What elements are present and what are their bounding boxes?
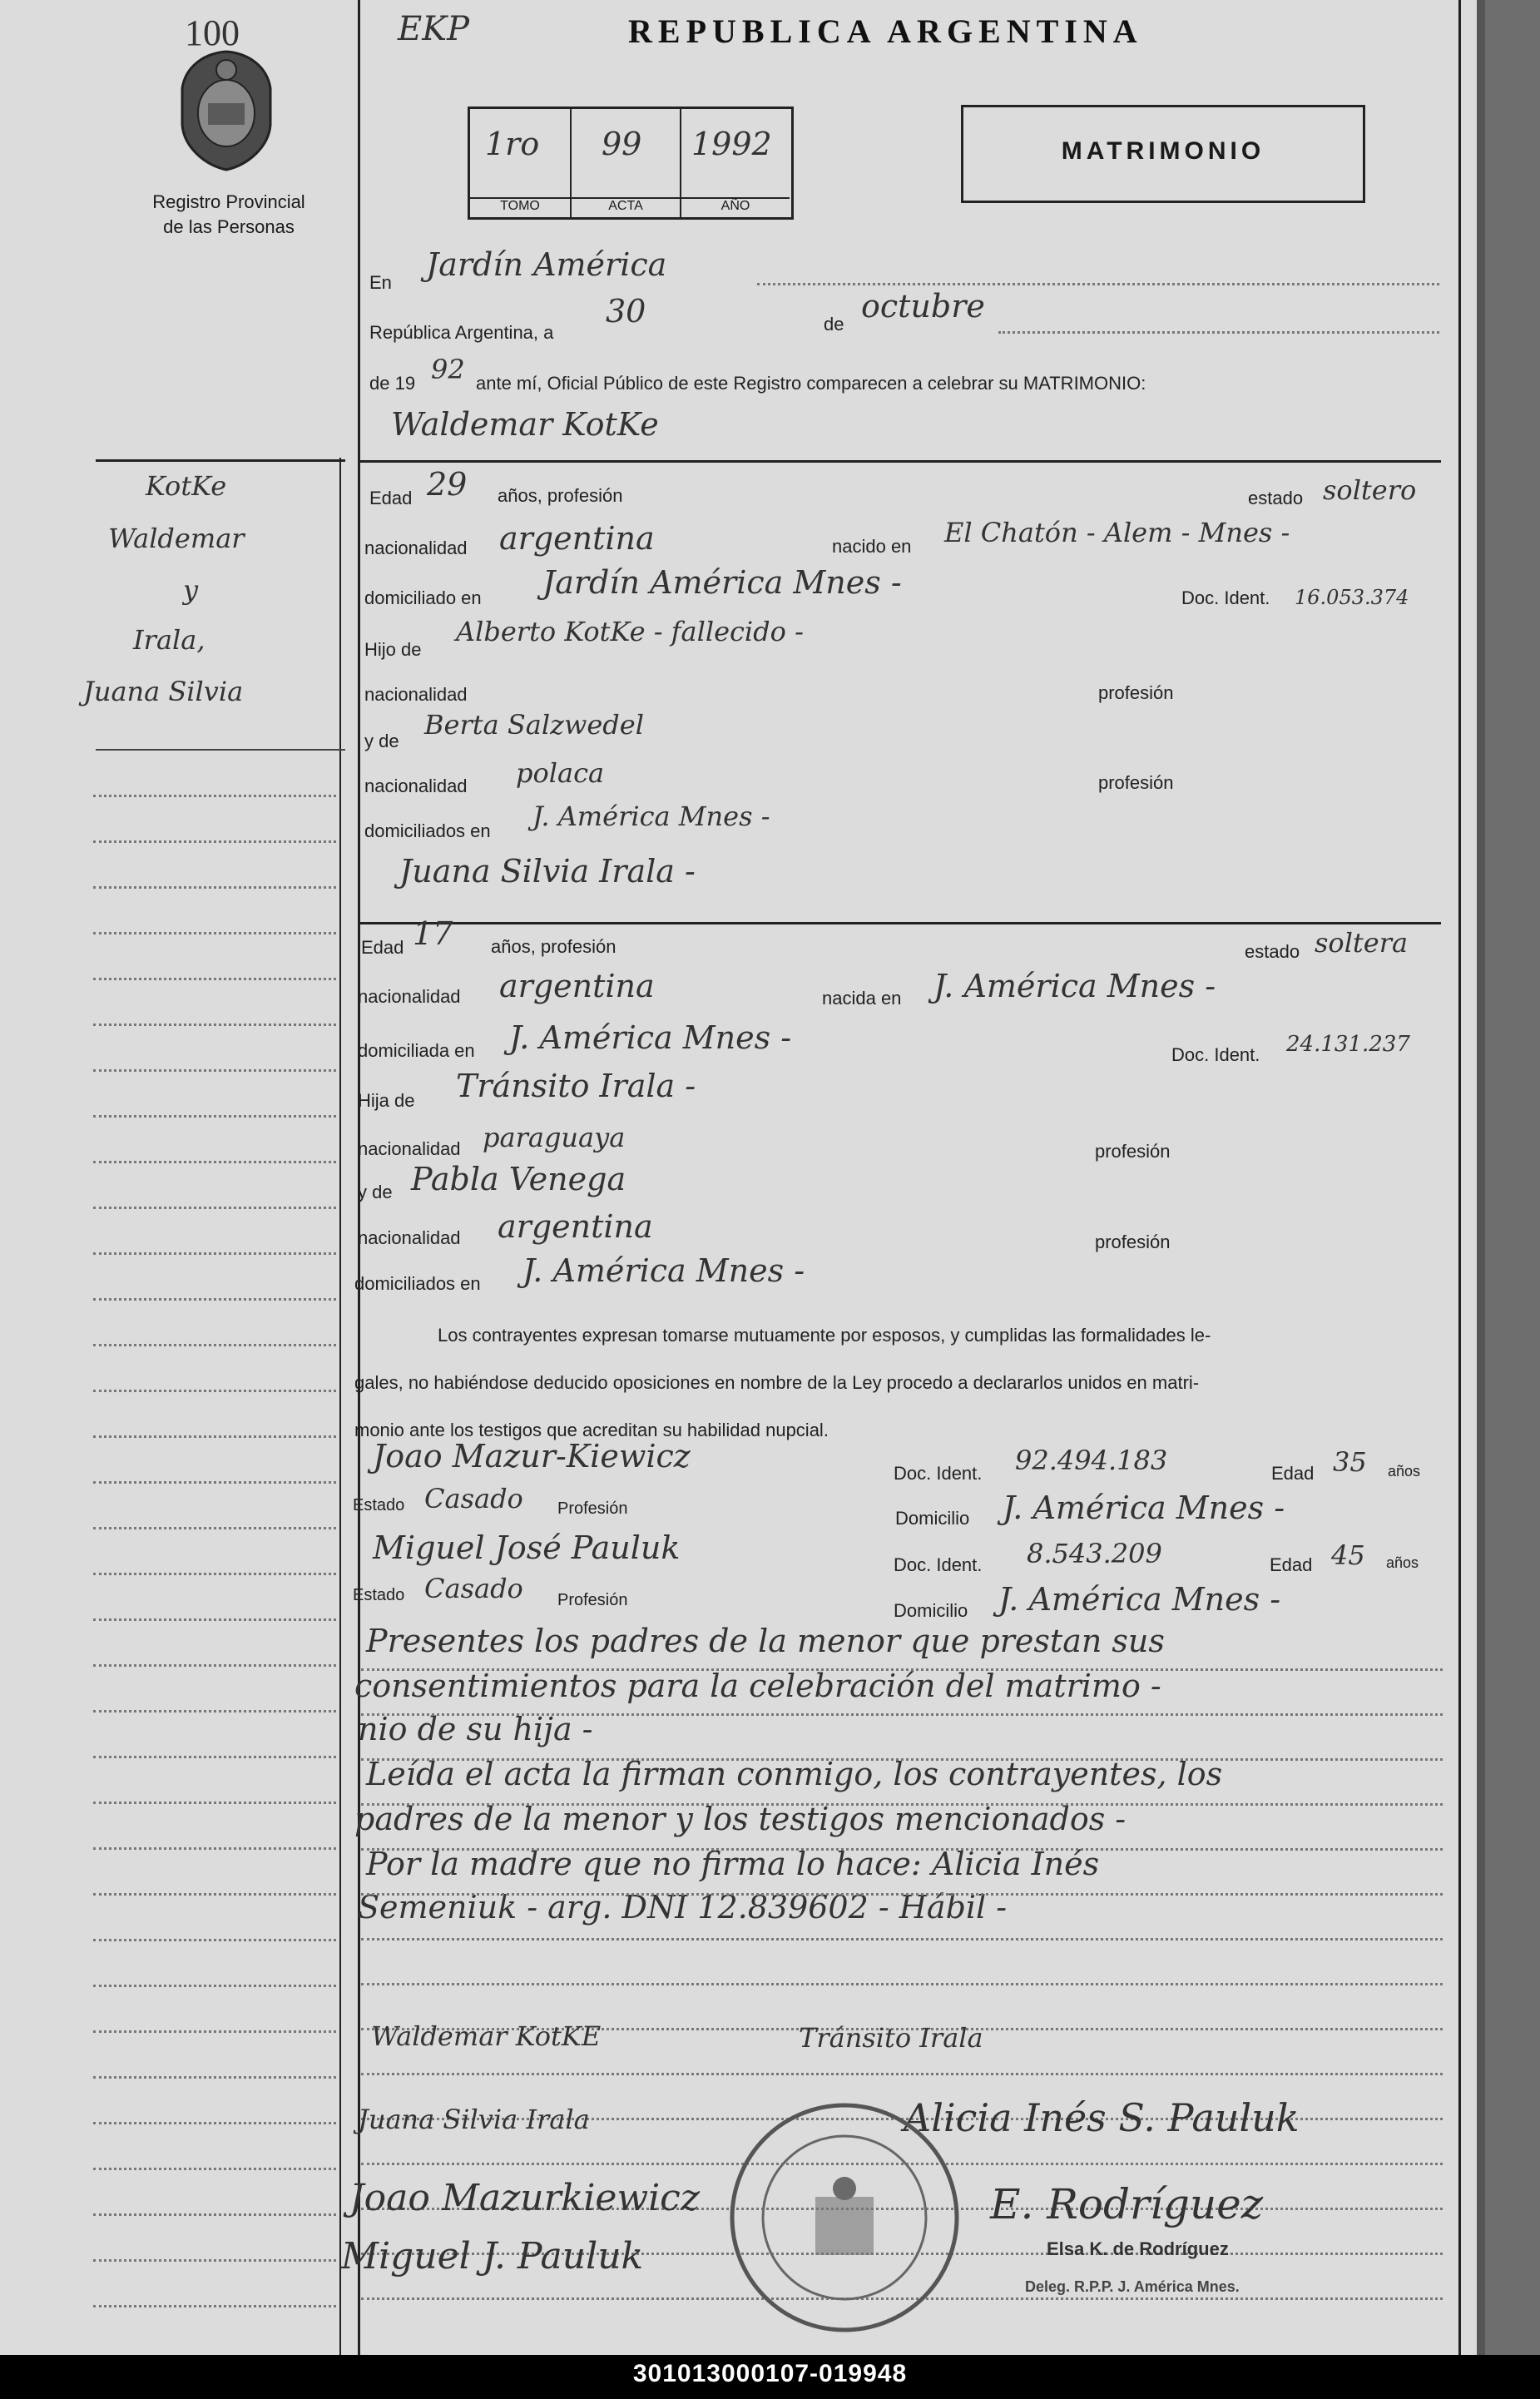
tomo-value: 1ro	[485, 126, 540, 162]
body-dotted-line	[361, 1758, 1443, 1761]
signature-groom: Waldemar KotKE	[371, 2020, 602, 2052]
witness-1-age: 35	[1333, 1446, 1367, 1478]
groom-and-of-label: y de	[364, 731, 399, 751]
margin-dotted-line	[93, 886, 336, 889]
groom-nationality: argentina	[499, 520, 655, 557]
groom-id-label: Doc. Ident.	[1181, 587, 1270, 608]
doc-type-box	[961, 105, 1365, 203]
declaration-line-3: monio ante los testigos que acreditan su habilidad nupcial.	[354, 1420, 829, 1440]
groom-birthplace-label: nacido en	[832, 536, 912, 557]
margin-dotted-line	[93, 1344, 336, 1346]
groom-father-profession-label: profesión	[1098, 682, 1174, 703]
ano-label: AÑO	[681, 197, 790, 214]
bride-father-profession-label: profesión	[1095, 1141, 1171, 1162]
note-line-7: Semeniuk - arg. DNI 12.839602 - Hábil -	[358, 1889, 1008, 1926]
margin-dotted-line	[93, 932, 336, 934]
note-line-1: Presentes los padres de la menor que prestan sus	[366, 1623, 1165, 1659]
witness-1-profession-label: Profesión	[557, 1499, 628, 1518]
bride-address: J. América Mnes -	[509, 1019, 792, 1056]
groom-birthplace: El Chatón - Alem - Mnes -	[944, 517, 1290, 548]
witness-1-status-label: Estado	[353, 1496, 405, 1514]
margin-top-rule	[96, 459, 345, 462]
groom-son-of-label: Hijo de	[364, 639, 422, 660]
margin-dotted-line	[93, 1115, 336, 1118]
note-line-2: consentimientos para la celebración del matrimo -	[354, 1668, 1161, 1704]
witness-1-id-label: Doc. Ident.	[894, 1463, 983, 1484]
bride-status: soltera	[1315, 927, 1409, 959]
witness-2-id-label: Doc. Ident.	[894, 1554, 983, 1575]
signature-bride-father: Tránsito Irala	[799, 2022, 983, 2054]
groom-age: 29	[427, 466, 468, 503]
groom-id: 16.053.374	[1295, 586, 1409, 609]
book-binding	[1477, 0, 1540, 2355]
signature-witness-1: Joao Mazurkiewicz	[349, 2177, 701, 2219]
bride-mother-profession-label: profesión	[1095, 1232, 1171, 1252]
republica-label: República Argentina, a	[369, 322, 554, 343]
body-dotted-line	[361, 1938, 1443, 1941]
margin-dotted-line	[93, 1985, 336, 1987]
doc-type-label: MATRIMONIO	[1061, 137, 1265, 165]
margin-dotted-line	[93, 1298, 336, 1301]
column-divider	[358, 0, 360, 2355]
en-label: En	[369, 272, 392, 293]
image-code: 301013000107-019948	[632, 2360, 908, 2387]
witness-2-age: 45	[1331, 1539, 1365, 1571]
right-border	[1458, 0, 1461, 2355]
margin-name-1: KotKe	[146, 470, 227, 502]
groom-status: soltero	[1323, 474, 1417, 506]
margin-dotted-line	[93, 2030, 336, 2033]
signature-bride: Juana Silvia Irala	[358, 2104, 590, 2135]
margin-dotted-line	[93, 1207, 336, 1209]
declaration-text	[354, 1311, 1436, 1454]
margin-dotted-line	[93, 978, 336, 980]
witness-1-address-label: Domicilio	[895, 1508, 970, 1529]
margin-dotted-line	[93, 2122, 336, 2124]
witness-2-name: Miguel José Pauluk	[373, 1529, 681, 1566]
groom-mother: Berta Salzwedel	[424, 709, 644, 741]
witness-2-profession-label: Profesión	[557, 1591, 628, 1609]
note-line-6: Por la madre que no firma lo hace: Alicia Inés	[366, 1846, 1100, 1882]
bride-age-label: Edad	[361, 937, 404, 958]
groom-mother-nationality-label: nacionalidad	[364, 776, 468, 796]
de-label: de	[824, 314, 844, 335]
margin-name-3: y	[183, 574, 199, 606]
signature-witness-2: Miguel J. Pauluk	[341, 2235, 644, 2278]
margin-dotted-line	[93, 2213, 336, 2216]
groom-mother-profession-label: profesión	[1098, 772, 1174, 793]
witness-2-address: J. América Mnes -	[998, 1581, 1281, 1618]
bride-status-label: estado	[1245, 941, 1300, 962]
margin-dotted-line	[93, 1893, 336, 1896]
groom-father-nationality-label: nacionalidad	[364, 684, 468, 705]
bride-address-label: domiciliada en	[358, 1040, 475, 1061]
page-number: 100	[185, 12, 240, 53]
bride-father-nationality-label: nacionalidad	[358, 1138, 461, 1159]
groom-profession-label: años, profesión	[498, 485, 623, 506]
groom-address: Jardín América Mnes -	[542, 564, 902, 601]
margin-dotted-line	[93, 1802, 336, 1804]
bride-id-label: Doc. Ident.	[1171, 1044, 1260, 1065]
bride-birthplace-label: nacida en	[822, 988, 902, 1009]
witness-1-status: Casado	[424, 1483, 523, 1514]
margin-dotted-line	[93, 1710, 336, 1713]
body-dotted-line	[361, 1668, 1443, 1671]
body-dotted-line	[361, 1893, 1443, 1896]
margin-dotted-line	[93, 2305, 336, 2307]
ano-cell	[681, 109, 790, 217]
appearance-statement: ante mí, Oficial Público de este Registro comparecen a celebrar su MATRIMONIO:	[476, 373, 1146, 394]
note-line-4: Leída el acta la firman conmigo, los contrayentes, los	[366, 1756, 1223, 1792]
place-value: Jardín América	[426, 246, 667, 283]
year-suffix: 92	[431, 354, 465, 385]
witness-1-id: 92.494.183	[1015, 1445, 1168, 1476]
body-dotted-line	[361, 2073, 1443, 2075]
date-line	[998, 331, 1439, 334]
margin-dotted-line	[93, 1618, 336, 1621]
groom-name: Waldemar KotKe	[391, 406, 659, 443]
groom-parents-address: J. América Mnes -	[532, 800, 770, 832]
official-seal-icon	[724, 2097, 965, 2338]
margin-dotted-line	[93, 1024, 336, 1026]
witness-2-years-label: años	[1386, 1554, 1419, 1571]
signature-mother-proxy: Alicia Inés S. Pauluk	[904, 2095, 1300, 2140]
bride-id: 24.131.237	[1286, 1032, 1410, 1057]
margin-dotted-line	[93, 1847, 336, 1850]
day-value: 30	[606, 293, 646, 330]
margin-dotted-line	[93, 1527, 336, 1529]
groom-father: Alberto KotKe - fallecido -	[456, 616, 804, 647]
bride-father: Tránsito Irala -	[456, 1068, 696, 1104]
groom-address-label: domiciliado en	[364, 587, 482, 608]
margin-dotted-line	[93, 1939, 336, 1941]
bride-mother-nationality: argentina	[498, 1208, 653, 1245]
bride-parents-address: J. América Mnes -	[522, 1252, 805, 1289]
bride-profession-label: años, profesión	[491, 936, 616, 957]
tomo-label: TOMO	[470, 197, 570, 214]
witness-2-status: Casado	[424, 1573, 523, 1604]
groom-nationality-label: nacionalidad	[364, 538, 468, 558]
witness-1-years-label: años	[1388, 1463, 1421, 1480]
witness-2-age-label: Edad	[1270, 1554, 1313, 1575]
bride-father-nationality: paraguaya	[483, 1122, 626, 1153]
acta-cell	[572, 109, 681, 217]
binding-shadow	[1477, 0, 1485, 2355]
bride-name: Juana Silvia Irala -	[399, 853, 696, 890]
margin-dotted-line	[93, 1435, 336, 1438]
bride-section-rule	[359, 922, 1441, 924]
witness-1-address: J. América Mnes -	[1003, 1489, 1285, 1526]
witness-2-id: 8.543.209	[1027, 1538, 1162, 1569]
year-prefix: de 19	[369, 373, 416, 394]
margin-rule	[96, 749, 345, 751]
margin-name-4: Irala,	[133, 624, 205, 656]
officer-stamp-name: Elsa K. de Rodríguez	[1047, 2238, 1229, 2259]
acta-value: 99	[602, 126, 642, 162]
body-dotted-line	[361, 1713, 1443, 1716]
margin-dotted-line	[93, 1481, 336, 1484]
bride-daughter-of-label: Hija de	[358, 1090, 415, 1111]
registry-line-1: Registro Provincial	[152, 191, 305, 212]
declaration-line-1: Los contrayentes expresan tomarse mutuamente por esposos, y cumplidas las formalidades le-	[438, 1325, 1211, 1346]
body-dotted-line	[361, 1848, 1443, 1851]
margin-name-5: Juana Silvia	[83, 676, 244, 707]
margin-dotted-line	[93, 2259, 336, 2262]
margin-dotted-line	[93, 1069, 336, 1072]
declaration-line-2: gales, no habiéndose deducido oposiciones en nombre de la Ley procedo a declararlos unidos en matri-	[354, 1372, 1200, 1393]
witness-2-address-label: Domicilio	[894, 1600, 968, 1621]
bride-parents-address-label: domiciliados en	[354, 1273, 481, 1294]
registry-line-2: de las Personas	[163, 216, 295, 237]
witness-1-name: Joao Mazur-Kiewicz	[373, 1438, 691, 1475]
note-line-3: nio de su hija -	[358, 1711, 593, 1747]
margin-dotted-line	[93, 2168, 336, 2170]
margin-dotted-line	[93, 1390, 336, 1392]
groom-section-rule	[359, 460, 1441, 463]
groom-status-label: estado	[1248, 488, 1304, 508]
groom-age-label: Edad	[369, 488, 413, 508]
ano-value: 1992	[691, 126, 772, 162]
margin-dotted-line	[93, 1252, 336, 1255]
bride-birthplace: J. América Mnes -	[933, 968, 1216, 1004]
record-number-box	[468, 107, 794, 220]
country-title: REPUBLICA ARGENTINA	[628, 12, 1143, 50]
groom-mother-nationality: polaca	[516, 757, 605, 789]
month-value: octubre	[861, 288, 985, 325]
margin-dotted-line	[93, 840, 336, 843]
body-dotted-line	[361, 1803, 1443, 1806]
margin-column-divider	[339, 458, 341, 2355]
margin-name-2: Waldemar	[108, 523, 245, 554]
witness-2-status-label: Estado	[353, 1586, 405, 1604]
margin-dotted-line	[93, 1756, 336, 1758]
bride-mother-nationality-label: nacionalidad	[358, 1227, 461, 1248]
bride-and-of-label: y de	[358, 1182, 393, 1202]
body-dotted-line	[361, 1983, 1443, 1985]
coat-of-arms-icon	[171, 48, 283, 173]
bride-mother: Pabla Venega	[411, 1161, 626, 1197]
bride-nationality-label: nacionalidad	[358, 986, 461, 1007]
registry-name	[125, 190, 333, 240]
margin-dotted-line	[93, 1161, 336, 1163]
note-line-5: padres de la menor y los testigos mencionados -	[354, 1801, 1127, 1837]
margin-dotted-line	[93, 795, 336, 797]
bride-nationality: argentina	[499, 968, 655, 1004]
margin-dotted-line	[93, 1573, 336, 1575]
tomo-cell	[470, 109, 572, 217]
bride-age: 17	[413, 915, 453, 952]
margin-dotted-line	[93, 2076, 336, 2079]
groom-parents-address-label: domiciliados en	[364, 820, 491, 841]
officer-stamp-office: Deleg. R.P.P. J. América Mnes.	[1025, 2278, 1240, 2295]
acta-label: ACTA	[572, 197, 680, 214]
margin-dotted-line	[93, 1664, 336, 1667]
witness-1-age-label: Edad	[1271, 1463, 1315, 1484]
place-line	[757, 283, 1439, 285]
corner-note: EKP	[398, 10, 469, 48]
signature-officer: E. Rodríguez	[990, 2180, 1264, 2228]
